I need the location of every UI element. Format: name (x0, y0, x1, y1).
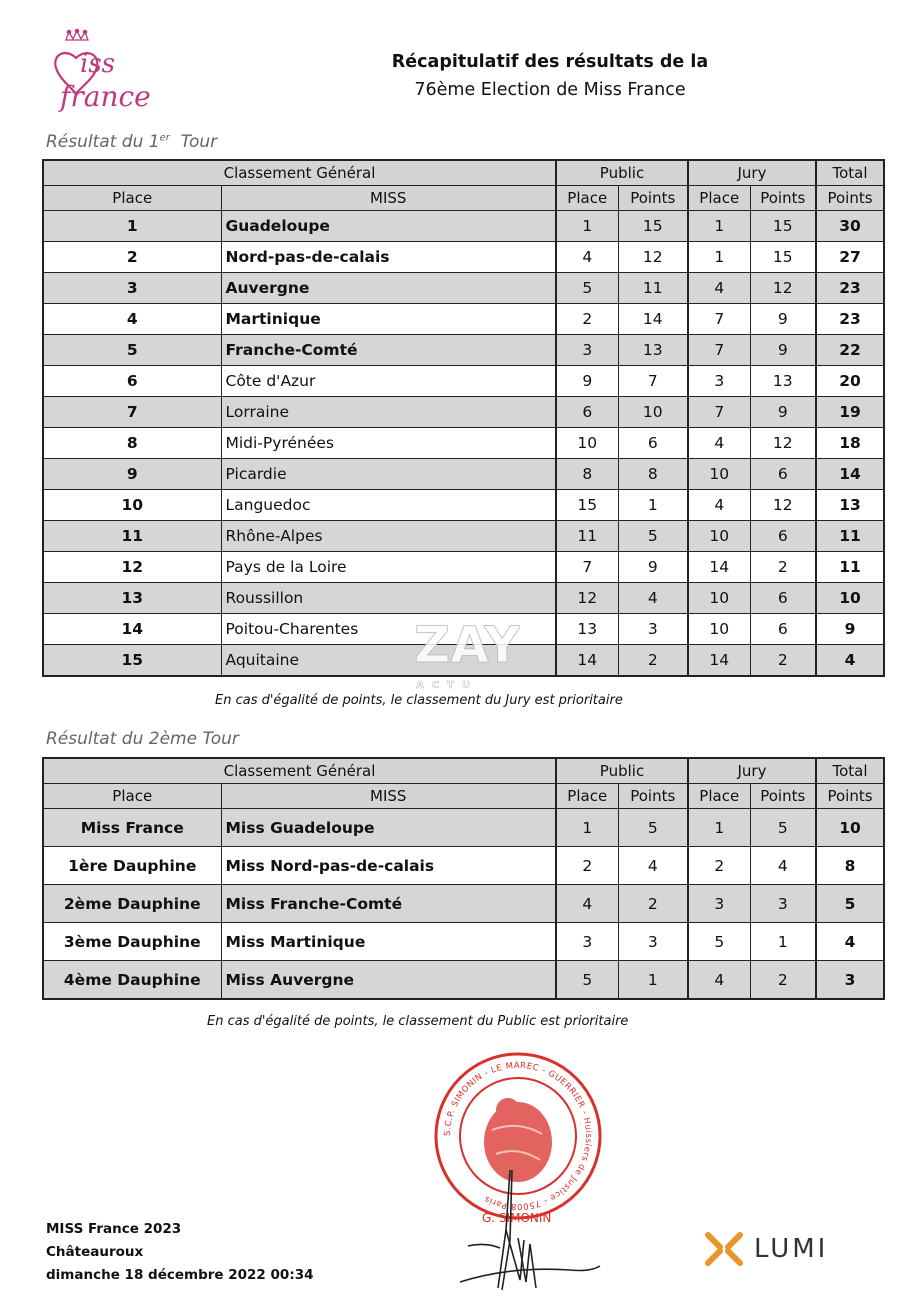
miss-cell: Nord-pas-de-calais (221, 242, 556, 273)
jury-place-cell: 10 (688, 614, 750, 645)
place-cell: 3ème Dauphine (43, 923, 221, 961)
total-points-cell: 11 (816, 521, 884, 552)
miss-cell: Miss Martinique (221, 923, 556, 961)
jury-place-cell: 2 (688, 847, 750, 885)
total-points-cell: 8 (816, 847, 884, 885)
public-points-cell: 3 (618, 923, 688, 961)
footer-datetime: dimanche 18 décembre 2022 00:34 (46, 1267, 314, 1283)
table-row (43, 583, 884, 614)
miss-cell: Miss Guadeloupe (221, 809, 556, 847)
table-subheader-row (43, 186, 884, 211)
miss-cell: Aquitaine (221, 645, 556, 677)
place-cell: 5 (43, 335, 221, 366)
miss-cell: Miss Nord-pas-de-calais (221, 847, 556, 885)
footer-event: MISS France 2023 (46, 1221, 182, 1237)
jury-points-cell: 9 (750, 335, 816, 366)
header-jury-points: Points (750, 186, 816, 211)
table-row (43, 521, 884, 552)
public-place-cell: 10 (556, 428, 618, 459)
jury-place-cell: 1 (688, 809, 750, 847)
jury-place-cell: 3 (688, 885, 750, 923)
jury-points-cell: 6 (750, 521, 816, 552)
table-subheader-row (43, 784, 884, 809)
public-points-cell: 12 (618, 242, 688, 273)
watermark-sub: ACTU (416, 680, 479, 691)
table-row (43, 961, 884, 1000)
header-miss: MISS (221, 186, 556, 211)
total-points-cell: 30 (816, 211, 884, 242)
lumi-logo (704, 1228, 828, 1270)
place-cell: 11 (43, 521, 221, 552)
public-place-cell: 11 (556, 521, 618, 552)
miss-cell: Languedoc (221, 490, 556, 521)
table-header-row (43, 758, 884, 784)
public-place-cell: 13 (556, 614, 618, 645)
round2-label: Résultat du 2ème Tour (46, 729, 239, 749)
total-points-cell: 3 (816, 961, 884, 1000)
header-place: Place (43, 784, 221, 809)
total-points-cell: 11 (816, 552, 884, 583)
public-points-cell: 9 (618, 552, 688, 583)
header-jury: Jury (688, 758, 816, 784)
miss-cell: Côte d'Azur (221, 366, 556, 397)
public-place-cell: 3 (556, 335, 618, 366)
header-general: Classement Général (43, 758, 556, 784)
total-points-cell: 27 (816, 242, 884, 273)
jury-points-cell: 6 (750, 583, 816, 614)
header-public-place: Place (556, 186, 618, 211)
table-row (43, 847, 884, 885)
public-place-cell: 8 (556, 459, 618, 490)
round2-note: En cas d'égalité de points, le classement du Public est prioritaire (207, 1014, 629, 1029)
public-points-cell: 8 (618, 459, 688, 490)
table-row (43, 428, 884, 459)
miss-cell: Lorraine (221, 397, 556, 428)
total-points-cell: 5 (816, 885, 884, 923)
header-public: Public (556, 160, 688, 186)
jury-place-cell: 5 (688, 923, 750, 961)
place-cell: 2ème Dauphine (43, 885, 221, 923)
public-place-cell: 3 (556, 923, 618, 961)
public-place-cell: 5 (556, 961, 618, 1000)
jury-place-cell: 1 (688, 242, 750, 273)
total-points-cell: 13 (816, 490, 884, 521)
round1-table (42, 159, 885, 677)
document-title (340, 48, 760, 104)
place-cell: 14 (43, 614, 221, 645)
header-total-points: Points (816, 784, 884, 809)
jury-place-cell: 7 (688, 335, 750, 366)
miss-cell: Miss Franche-Comté (221, 885, 556, 923)
public-place-cell: 6 (556, 397, 618, 428)
lumi-x-icon (704, 1231, 744, 1267)
title-line-2: 76ème Election de Miss France (414, 80, 686, 100)
public-points-cell: 14 (618, 304, 688, 335)
table-row (43, 304, 884, 335)
total-points-cell: 4 (816, 645, 884, 677)
jury-place-cell: 7 (688, 304, 750, 335)
stamp-text: S.C.P. SIMONIN - LE MAREC - GUERRIER - Huissiers de Justice - 75008 Paris (442, 1060, 594, 1212)
public-place-cell: 7 (556, 552, 618, 583)
place-cell: 1 (43, 211, 221, 242)
header-total-points: Points (816, 186, 884, 211)
jury-points-cell: 4 (750, 847, 816, 885)
table-row (43, 552, 884, 583)
jury-points-cell: 3 (750, 885, 816, 923)
public-place-cell: 12 (556, 583, 618, 614)
header-jury-place: Place (688, 784, 750, 809)
public-points-cell: 5 (618, 521, 688, 552)
place-cell: 15 (43, 645, 221, 677)
public-points-cell: 3 (618, 614, 688, 645)
jury-points-cell: 2 (750, 961, 816, 1000)
jury-place-cell: 4 (688, 273, 750, 304)
public-points-cell: 1 (618, 961, 688, 1000)
public-place-cell: 5 (556, 273, 618, 304)
jury-place-cell: 4 (688, 961, 750, 1000)
svg-text:iss: iss (80, 49, 116, 79)
place-cell: 6 (43, 366, 221, 397)
header-general: Classement Général (43, 160, 556, 186)
total-points-cell: 4 (816, 923, 884, 961)
public-points-cell: 2 (618, 645, 688, 677)
jury-place-cell: 14 (688, 552, 750, 583)
header-total: Total (816, 758, 884, 784)
public-place-cell: 2 (556, 847, 618, 885)
jury-points-cell: 12 (750, 490, 816, 521)
round2-table (42, 757, 885, 1000)
table-row (43, 366, 884, 397)
public-points-cell: 4 (618, 847, 688, 885)
jury-place-cell: 10 (688, 521, 750, 552)
total-points-cell: 18 (816, 428, 884, 459)
header-public: Public (556, 758, 688, 784)
jury-points-cell: 15 (750, 242, 816, 273)
header-miss: MISS (221, 784, 556, 809)
public-points-cell: 4 (618, 583, 688, 614)
public-points-cell: 7 (618, 366, 688, 397)
lumi-text: LUMI (754, 1234, 829, 1264)
total-points-cell: 9 (816, 614, 884, 645)
place-cell: 4ème Dauphine (43, 961, 221, 1000)
round1-label (46, 132, 217, 152)
jury-place-cell: 1 (688, 211, 750, 242)
jury-place-cell: 10 (688, 459, 750, 490)
footer-info (46, 1218, 314, 1287)
place-cell: 1ère Dauphine (43, 847, 221, 885)
total-points-cell: 10 (816, 583, 884, 614)
table-row (43, 211, 884, 242)
miss-cell: Martinique (221, 304, 556, 335)
miss-cell: Franche-Comté (221, 335, 556, 366)
header-total: Total (816, 160, 884, 186)
public-points-cell: 1 (618, 490, 688, 521)
table-row (43, 397, 884, 428)
public-place-cell: 9 (556, 366, 618, 397)
table-row (43, 335, 884, 366)
jury-points-cell: 13 (750, 366, 816, 397)
total-points-cell: 22 (816, 335, 884, 366)
miss-cell: Rhône-Alpes (221, 521, 556, 552)
place-cell: 10 (43, 490, 221, 521)
public-points-cell: 11 (618, 273, 688, 304)
round1-note: En cas d'égalité de points, le classement du Jury est prioritaire (215, 693, 623, 708)
miss-cell: Pays de la Loire (221, 552, 556, 583)
miss-cell: Auvergne (221, 273, 556, 304)
place-cell: 7 (43, 397, 221, 428)
round1-label-end: Tour (180, 132, 218, 152)
header-public-place: Place (556, 784, 618, 809)
jury-points-cell: 5 (750, 809, 816, 847)
public-points-cell: 5 (618, 809, 688, 847)
jury-place-cell: 4 (688, 490, 750, 521)
signature (440, 1170, 610, 1290)
public-points-cell: 10 (618, 397, 688, 428)
miss-cell: Poitou-Charentes (221, 614, 556, 645)
zay-actu-watermark (410, 612, 520, 692)
table-row (43, 885, 884, 923)
miss-cell: Roussillon (221, 583, 556, 614)
jury-points-cell: 9 (750, 397, 816, 428)
table-row (43, 242, 884, 273)
public-points-cell: 15 (618, 211, 688, 242)
table-header-row (43, 160, 884, 186)
total-points-cell: 23 (816, 304, 884, 335)
table-row (43, 459, 884, 490)
miss-cell: Picardie (221, 459, 556, 490)
jury-points-cell: 2 (750, 645, 816, 677)
watermark-main: ZAY (414, 616, 520, 674)
total-points-cell: 10 (816, 809, 884, 847)
jury-points-cell: 12 (750, 428, 816, 459)
place-cell: 8 (43, 428, 221, 459)
jury-place-cell: 3 (688, 366, 750, 397)
public-points-cell: 2 (618, 885, 688, 923)
place-cell: 3 (43, 273, 221, 304)
header-place: Place (43, 186, 221, 211)
header-public-points: Points (618, 186, 688, 211)
jury-place-cell: 7 (688, 397, 750, 428)
jury-points-cell: 6 (750, 614, 816, 645)
signature-name: G. SIMONIN (482, 1211, 552, 1225)
public-place-cell: 4 (556, 242, 618, 273)
public-points-cell: 13 (618, 335, 688, 366)
table-row (43, 490, 884, 521)
place-cell: 13 (43, 583, 221, 614)
header-public-points: Points (618, 784, 688, 809)
total-points-cell: 19 (816, 397, 884, 428)
table-row (43, 923, 884, 961)
jury-points-cell: 2 (750, 552, 816, 583)
jury-points-cell: 12 (750, 273, 816, 304)
public-place-cell: 14 (556, 645, 618, 677)
miss-france-logo (44, 28, 174, 118)
place-cell: 9 (43, 459, 221, 490)
miss-cell: Midi-Pyrénées (221, 428, 556, 459)
jury-place-cell: 14 (688, 645, 750, 677)
total-points-cell: 20 (816, 366, 884, 397)
public-place-cell: 4 (556, 885, 618, 923)
footer-city: Châteauroux (46, 1244, 144, 1260)
round1-label-text: Résultat du 1 (46, 132, 160, 152)
place-cell: 4 (43, 304, 221, 335)
total-points-cell: 14 (816, 459, 884, 490)
title-line-1: Récapitulatif des résultats de la (391, 52, 709, 72)
public-place-cell: 15 (556, 490, 618, 521)
public-place-cell: 2 (556, 304, 618, 335)
jury-points-cell: 15 (750, 211, 816, 242)
jury-points-cell: 6 (750, 459, 816, 490)
jury-points-cell: 1 (750, 923, 816, 961)
round1-label-sup: er (159, 132, 170, 144)
table-row (43, 273, 884, 304)
public-place-cell: 1 (556, 809, 618, 847)
total-points-cell: 23 (816, 273, 884, 304)
miss-cell: Guadeloupe (221, 211, 556, 242)
svg-text:france: france (60, 80, 151, 113)
place-cell: 2 (43, 242, 221, 273)
header-jury-place: Place (688, 186, 750, 211)
jury-place-cell: 10 (688, 583, 750, 614)
header-jury: Jury (688, 160, 816, 186)
header-jury-points: Points (750, 784, 816, 809)
place-cell: Miss France (43, 809, 221, 847)
public-points-cell: 6 (618, 428, 688, 459)
jury-place-cell: 4 (688, 428, 750, 459)
miss-cell: Miss Auvergne (221, 961, 556, 1000)
jury-points-cell: 9 (750, 304, 816, 335)
public-place-cell: 1 (556, 211, 618, 242)
place-cell: 12 (43, 552, 221, 583)
table-row (43, 809, 884, 847)
